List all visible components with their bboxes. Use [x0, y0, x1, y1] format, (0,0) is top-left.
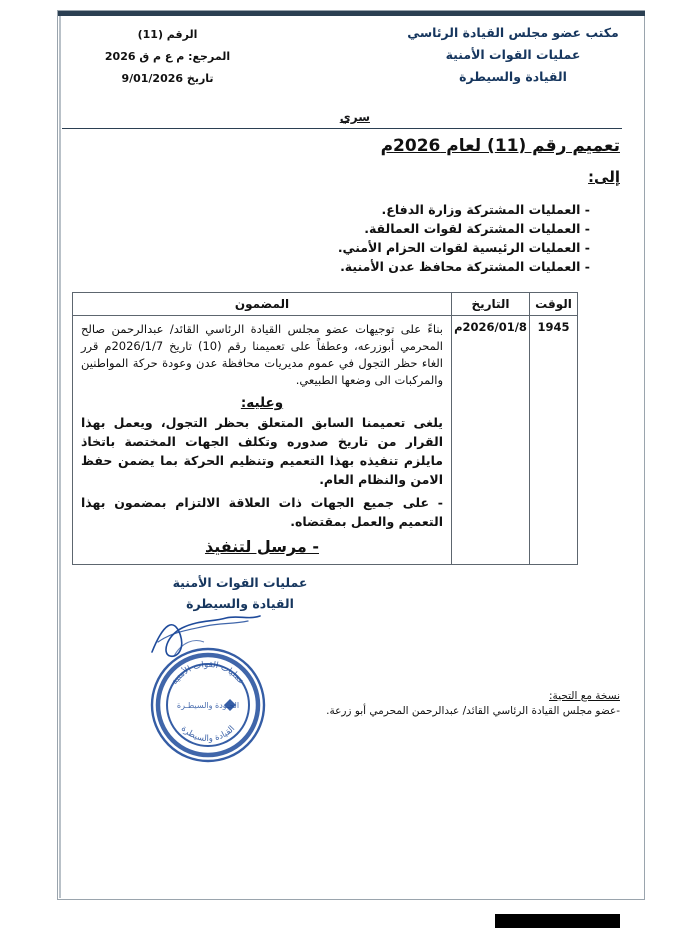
page-title: تعميم رقم (11) لعام 2026م	[380, 136, 620, 156]
column-header-time: الوقت	[529, 293, 577, 315]
signature-block	[150, 572, 330, 614]
bullet-paragraph: - على جميع الجهات ذات العلاقة الالتزام بمضمون بهذا التعميم والعمل بمقتضاه.	[81, 495, 443, 529]
cc-note	[326, 690, 620, 717]
content-table	[72, 292, 578, 565]
reference-block	[100, 24, 235, 90]
list-item: - العمليات المشتركة وزارة الدفاع.	[381, 202, 590, 217]
cc-note-line: -عضو مجلس القيادة الرئاسي القائد/ عبدالرحمن المحرمي أبو زرعة.	[326, 705, 620, 717]
header-top-band	[58, 11, 645, 16]
letterhead-line-1: مكتب عضو مجلس القيادة الرئاسي	[407, 25, 619, 40]
document-reference: المرجع: م ع م ق 2026	[104, 50, 231, 63]
seal-center-text: الجـودة والسيطـرة	[176, 701, 240, 710]
list-item: - العمليات المشتركة محافظ عدن الأمنية.	[340, 259, 590, 274]
letterhead-line-2: عمليات القوات الأمنية	[445, 47, 581, 62]
therefore-label: وعليه:	[240, 395, 284, 411]
document-number: الرقم (11)	[137, 28, 198, 41]
seal-top-text: عمليات القوات الأمنية	[169, 659, 247, 687]
list-item: - العمليات المشتركة لقوات العمالقة.	[364, 221, 590, 236]
cell-content	[73, 316, 451, 564]
letterhead	[388, 22, 638, 88]
table-header-row	[73, 293, 577, 316]
send-for-execution: - مرسل لتنفيذ	[204, 537, 319, 556]
classification-label: سري	[339, 110, 370, 124]
cell-date: 2026/01/8م	[451, 316, 529, 564]
column-header-content: المضمون	[234, 297, 290, 311]
table-row	[73, 316, 577, 564]
recipients-list	[338, 200, 590, 276]
signature-line-1: عمليات القوات الأمنية	[172, 575, 308, 590]
cc-note-title: نسخة مع التحية:	[549, 690, 620, 702]
letterhead-line-3: القيادة والسيطرة	[459, 69, 567, 84]
column-header-date: التاريخ	[451, 293, 529, 315]
header-divider	[62, 128, 622, 129]
recipients-label: إلى:	[588, 168, 620, 186]
document-date: تاريخ 9/01/2026	[121, 72, 214, 85]
bottom-black-bar	[495, 914, 620, 928]
directive-paragraph: يلغى تعميمنا السابق المتعلق بحظر التجول، ويعمل بهذا القرار من تاريخ صدوره وتكلف الجهات المختصة باتخاذ مايلزم تنفيذه بهذا التعميم وتنظيم الحركة بما يضمن حفظ الامن والنظام العام.	[81, 415, 443, 487]
list-item: - العمليات الرئيسية لقوات الحزام الأمني.	[337, 240, 590, 255]
official-seal-icon	[148, 645, 268, 765]
seal-bottom-text: القيادة والسيطرة	[178, 723, 238, 745]
cell-time: 1945	[529, 316, 577, 564]
signature-line-2: القيادة والسيطرة	[186, 596, 294, 611]
body-paragraph: بناءً على توجيهات عضو مجلس القيادة الرئاسي القائد/ عبدالرحمن صالح المحرمي أبوزرعه، وعطفاً على تعميمنا رقم (10) تاريخ 2026/1/7م قرر الغاء حظر التجول في عموم مديريات محافظة عدن وعودة حركة المواطنين والمركبات الى وضعها الطبيعي.	[81, 322, 443, 387]
